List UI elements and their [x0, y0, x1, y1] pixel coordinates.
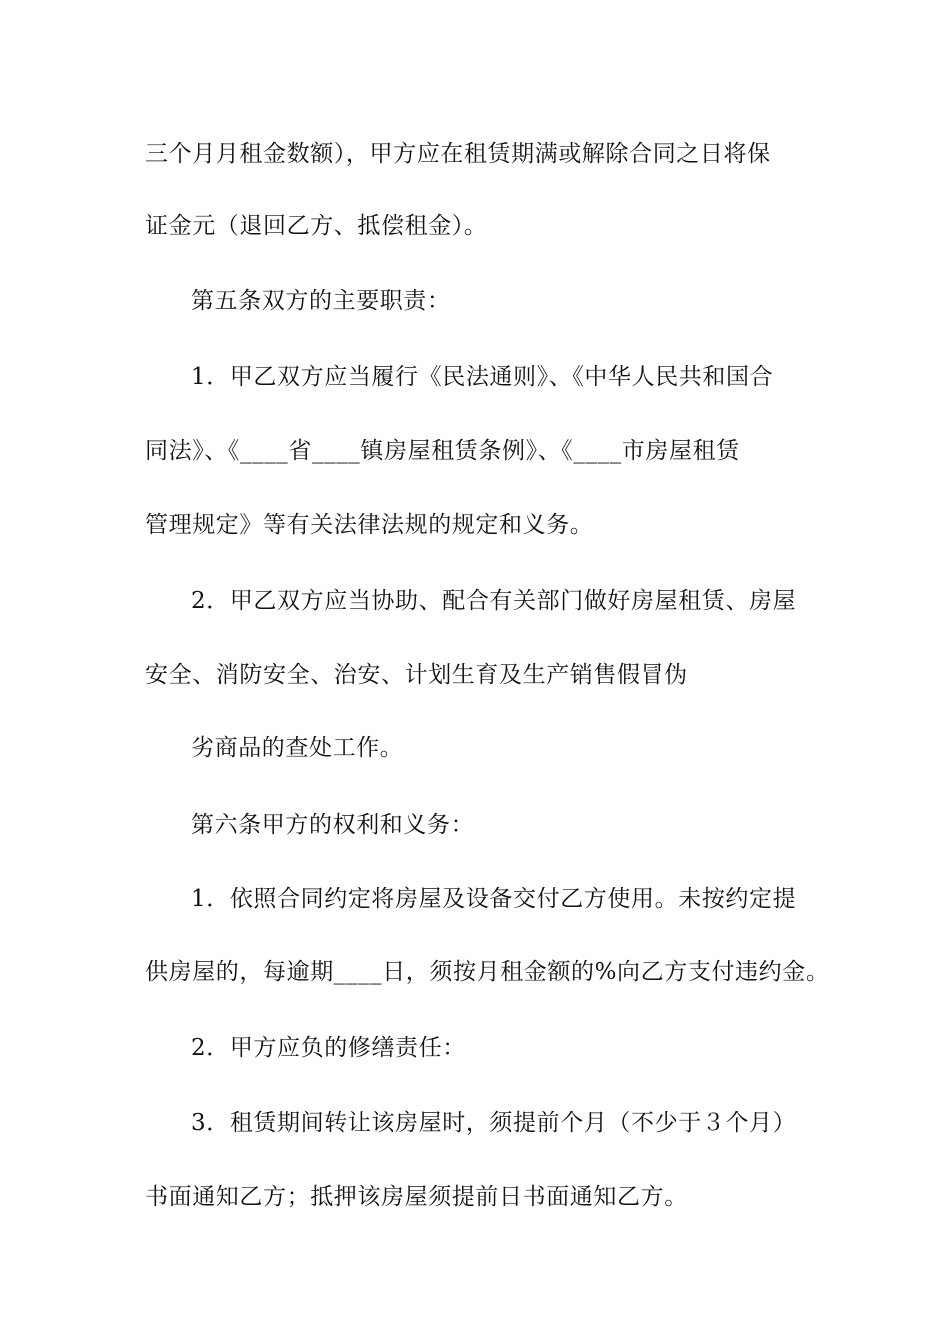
text-line-1: 三个月月租金数额），甲方应在租赁期满或解除合同之日将保 [145, 141, 771, 167]
text-line-9: 劣商品的查处工作。 [191, 735, 404, 761]
text-line-7: 2．甲乙双方应当协助、配合有关部门做好房屋租赁、房屋 [191, 588, 797, 614]
text-line-6: 管理规定》等有关法律法规的规定和义务。 [145, 512, 594, 538]
text-line-4: 1．甲乙双方应当履行《民法通则》、《中华人民共和国合 [191, 364, 774, 390]
text-line-5: 同法》、《____省____镇房屋租赁条例》、《____市房屋租赁 [145, 438, 740, 464]
article-5-heading: 第五条双方的主要职责： [191, 288, 451, 314]
text-line-13: 2．甲方应负的修缮责任： [191, 1035, 466, 1061]
text-line-11: 1．依照合同约定将房屋及设备交付乙方使用。未按约定提 [191, 886, 797, 912]
text-line-12: 供房屋的，每逾期____日，须按月租金额的%向乙方支付违约金。 [145, 959, 830, 985]
text-line-15: 书面通知乙方；抵押该房屋须提前日书面通知乙方。 [145, 1184, 688, 1210]
article-6-heading: 第六条甲方的权利和义务： [191, 812, 475, 838]
text-line-14: 3．租赁期间转让该房屋时，须提前个月（不少于３个月） [191, 1110, 797, 1136]
text-line-2: 证金元（退回乙方、抵偿租金）。 [145, 213, 488, 239]
text-line-8: 安全、消防安全、治安、计划生育及生产销售假冒伪 [145, 662, 688, 688]
